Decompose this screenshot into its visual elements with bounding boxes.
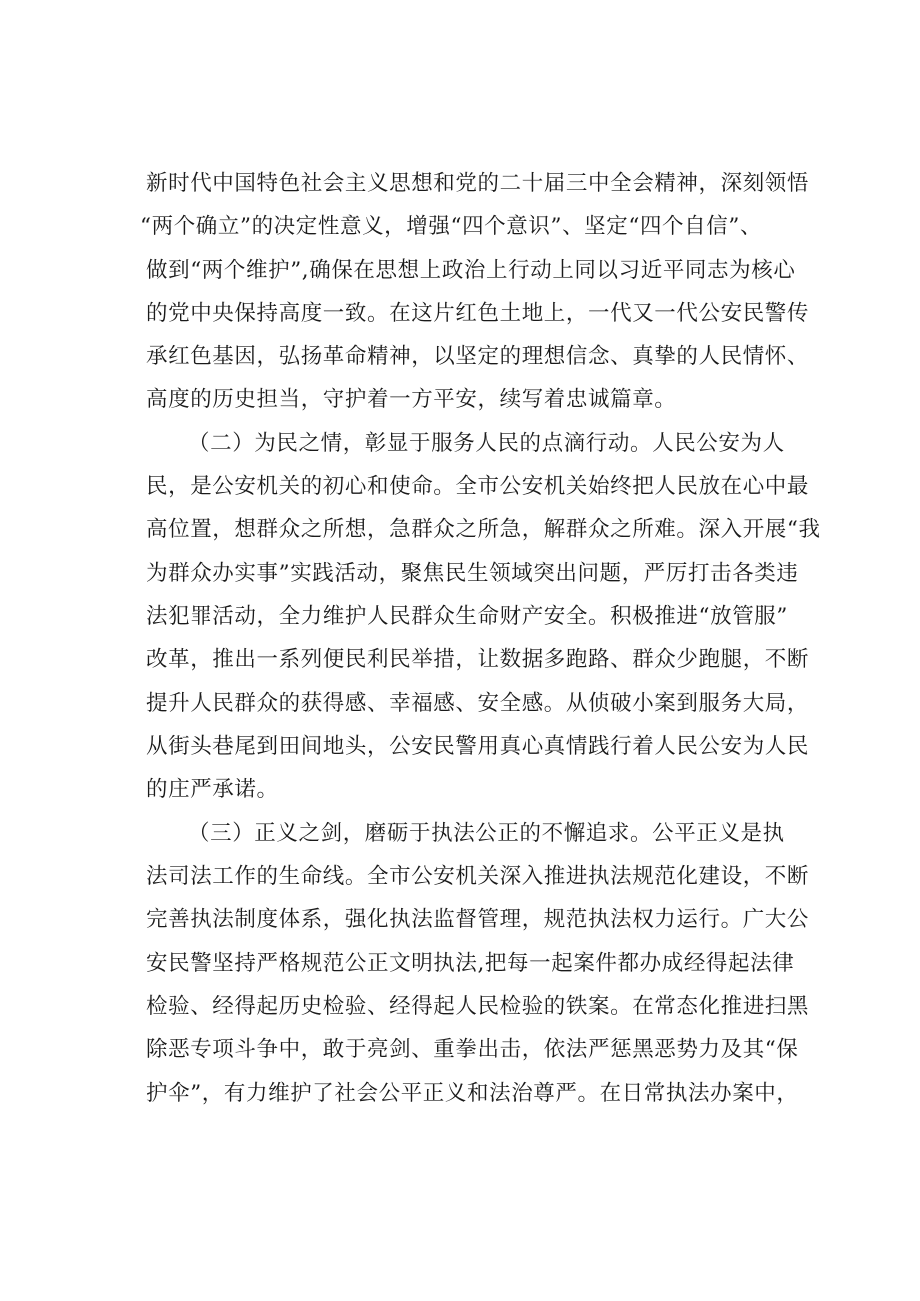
text-line: 法司法工作的生命线。全市公安机关深入推进执法规范化建设，不断	[146, 864, 810, 889]
text-line: 做到“两个维护”,确保在思想上政治上行动上同以习近平同志为核心	[146, 258, 796, 283]
text-line: 从街头巷尾到田间地头，公安民警用真心真情践行着人民公安为人民	[146, 734, 810, 759]
text-line: 除恶专项斗争中，敢于亮剑、重拳出击，依法严惩黑恶势力及其“保	[146, 1037, 799, 1062]
text-line: 承红色基因，弘扬革命精神，以坚定的理想信念、真挚的人民情怀、	[146, 344, 810, 369]
text-line: 改革，推出一系列便民利民举措，让数据多跑路、群众少跑腿，不断	[146, 647, 810, 672]
text-line: 新时代中国特色社会主义思想和党的二十届三中全会精神，深刻领悟	[146, 171, 810, 196]
text-line: 完善执法制度体系，强化执法监督管理，规范执法权力运行。广大公	[146, 907, 810, 932]
text-line: 高位置，想群众之所想，急群众之所急，解群众之所难。深入开展“我	[146, 517, 821, 542]
text-line: 的庄严承诺。	[146, 777, 279, 802]
section-heading-line: （三）正义之剑，磨砺于执法公正的不懈追求。公平正义是执	[188, 821, 785, 846]
text-line: 安民警坚持严格规范公正文明执法,把每一起案件都办成经得起法律	[146, 951, 795, 976]
section-heading-line: （二）为民之情，彰显于服务人民的点滴行动。人民公安为人	[188, 431, 785, 456]
text-line: 高度的历史担当，守护着一方平安，续写着忠诚篇章。	[146, 387, 677, 412]
text-line: 的党中央保持高度一致。在这片红色土地上，一代又一代公安民警传	[146, 301, 810, 326]
text-line: 提升人民群众的获得感、幸福感、安全感。从侦破小案到服务大局，	[146, 691, 810, 716]
text-line: 法犯罪活动，全力维护人民群众生命财产安全。积极推进“放管服”	[146, 604, 788, 629]
text-line: “两个确立”的决定性意义，增强“四个意识”、坚定“四个自信”、	[140, 214, 763, 239]
text-line: 为群众办实事”实践活动，聚焦民生领域突出问题，严厉打击各类违	[146, 561, 799, 586]
text-line: 护伞”，有力维护了社会公平正义和法治尊严。在日常执法办案中，	[146, 1081, 799, 1106]
text-line: 民，是公安机关的初心和使命。全市公安机关始终把人民放在心中最	[146, 474, 810, 499]
text-line: 检验、经得起历史检验、经得起人民检验的铁案。在常态化推进扫黑	[146, 994, 810, 1019]
